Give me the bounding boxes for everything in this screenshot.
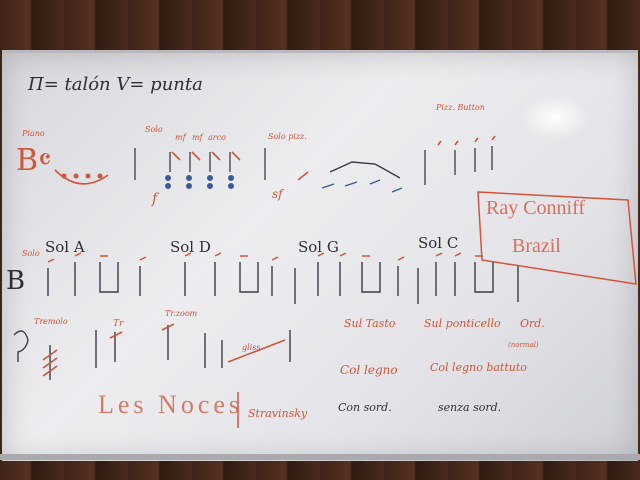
sol-d-label: Sol D — [170, 238, 211, 256]
sul-tasto-text: Sul Tasto — [344, 317, 396, 330]
mf-label-2: mf — [192, 133, 203, 142]
ray-conniff-text: Ray Conniff — [486, 197, 586, 219]
row3-notation — [14, 325, 290, 380]
piano-label: Piano — [22, 129, 45, 138]
tremolo-label: Tremolo — [34, 317, 68, 326]
brazil-text: Brazil — [512, 235, 561, 257]
stravinsky-text: Stravinsky — [248, 407, 308, 420]
senza-sord-text: senza sord. — [438, 401, 502, 414]
gliss-label: gliss — [242, 343, 261, 352]
arco-label: arco — [208, 133, 226, 142]
dynamic-sf: sf — [272, 187, 283, 201]
col-legno-battuto-text: Col legno battuto — [430, 361, 527, 374]
solo-pizz-label: Solo pizz. — [268, 132, 307, 141]
tr-label: Tr — [113, 319, 124, 329]
mf-label-1: mf — [175, 133, 186, 142]
solo-label-left: Solo — [22, 249, 40, 258]
sol-g-label: Sol G — [298, 238, 339, 256]
sol-c-label: Sol C — [418, 234, 459, 252]
row1-red-marks — [55, 133, 495, 184]
col-legno-text: Col legno — [340, 363, 398, 377]
sul-ponticello-text: Sul ponticello — [424, 317, 501, 330]
row2-notation — [48, 262, 518, 304]
dynamic-f: f — [152, 191, 158, 207]
les-noces-title: Les Noces — [98, 390, 244, 419]
ord-text: Ord. — [520, 317, 545, 330]
legend-text: П= talón V= punta — [28, 74, 203, 95]
solo-label-1: Solo — [145, 125, 163, 134]
pizz-button-label: Pizz. Button — [436, 103, 485, 112]
b-clef-row2: B — [6, 266, 26, 296]
bc-clef: B𝄴 — [16, 143, 52, 178]
row2-red-marks — [48, 253, 483, 262]
row1-red-dots — [62, 174, 103, 179]
row1-blue-notes — [166, 162, 402, 192]
tr-zoom-label: Tr.zoom — [165, 309, 198, 318]
sol-a-label: Sol A — [45, 238, 85, 256]
con-sord-text: Con sord. — [338, 401, 392, 414]
normal-text: (normal) — [508, 341, 539, 349]
